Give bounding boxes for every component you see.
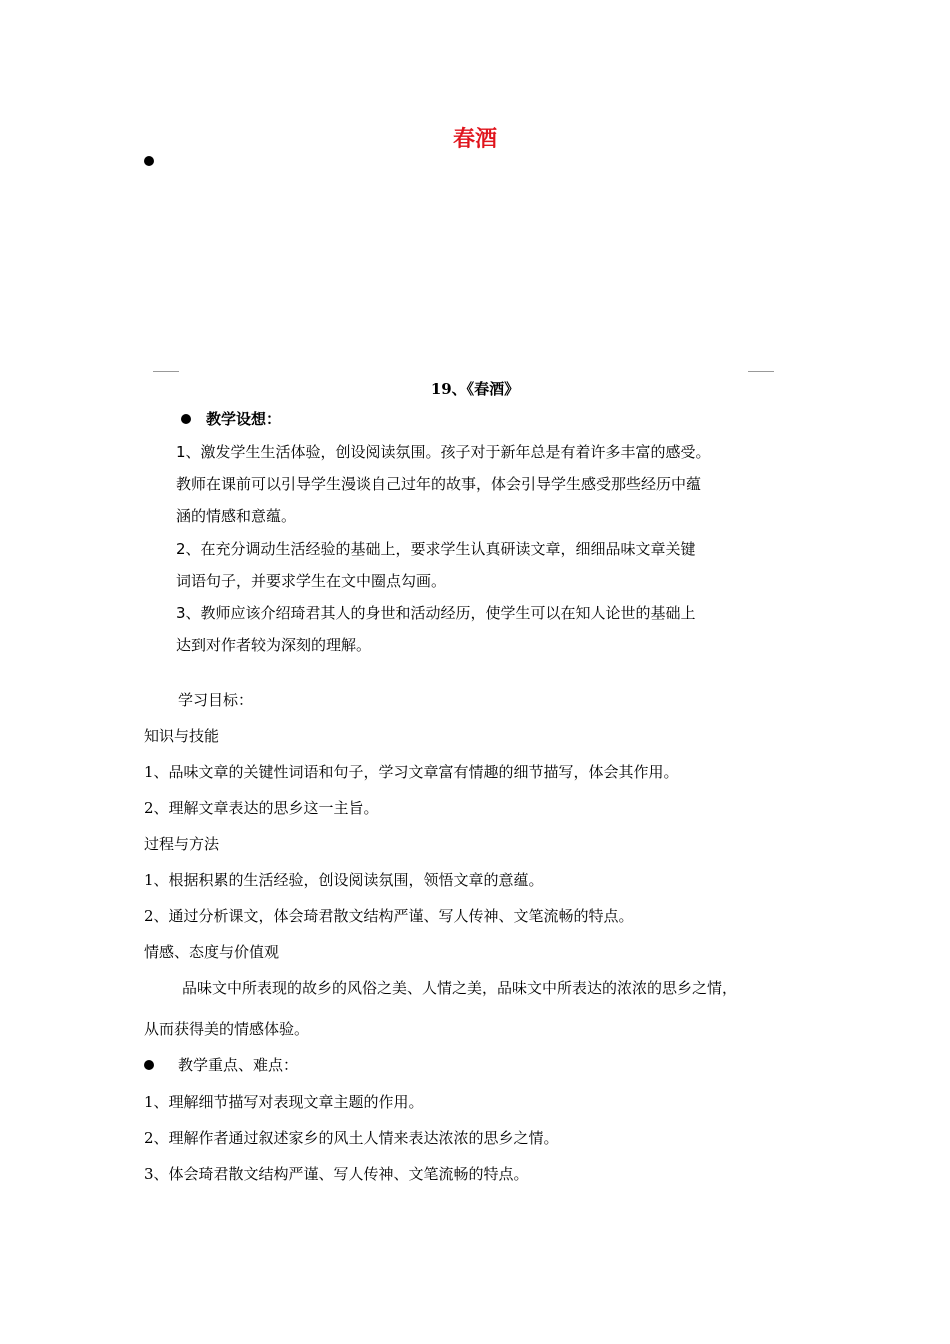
process-item: 2、通过分析课文，体会琦君散文结构严谨、写人传神、文笔流畅的特点。: [144, 907, 634, 925]
lesson-subtitle: 19、《春酒》: [430, 380, 520, 398]
bullet-icon: [181, 414, 191, 424]
teaching-idea-line: 词语句子，并要求学生在文中圈点勾画。: [176, 572, 447, 590]
emotion-line: 从而获得美的情感体验。: [144, 1020, 310, 1038]
divider-right: [748, 371, 774, 372]
knowledge-heading: 知识与技能: [144, 727, 220, 745]
key-points-heading: 教学重点、难点：: [178, 1056, 299, 1074]
divider-left: [153, 371, 179, 372]
teaching-idea-line: 达到对作者较为深刻的理解。: [176, 636, 372, 654]
teaching-idea-heading: 教学设想：: [206, 410, 282, 428]
key-point-item: 3、体会琦君散文结构严谨、写人传神、文笔流畅的特点。: [144, 1165, 529, 1183]
bullet-icon: [144, 1060, 154, 1070]
knowledge-item: 2、理解文章表达的思乡这一主旨。: [144, 799, 379, 817]
teaching-idea-line: 教师在课前可以引导学生漫谈自己过年的故事，体会引导学生感受那些经历中蕴: [176, 475, 702, 493]
bullet-icon: [144, 156, 154, 166]
teaching-idea-line: 涵的情感和意蕴。: [176, 507, 297, 525]
key-point-item: 2、理解作者通过叙述家乡的风土人情来表达浓浓的思乡之情。: [144, 1129, 559, 1147]
emotion-heading: 情感、态度与价值观: [144, 943, 280, 961]
teaching-idea-line: 1、激发学生生活体验，创设阅读氛围。孩子对于新年总是有着许多丰富的感受。: [176, 443, 711, 461]
emotion-line: 品味文中所表现的故乡的风俗之美、人情之美，品味文中所表达的浓浓的思乡之情，: [182, 979, 738, 997]
knowledge-item: 1、品味文章的关键性词语和句子，学习文章富有情趣的细节描写，体会其作用。: [144, 763, 679, 781]
teaching-idea-line: 2、在充分调动生活经验的基础上，要求学生认真研读文章，细细品味文章关键: [176, 540, 696, 558]
teaching-idea-line: 3、教师应该介绍琦君其人的身世和活动经历，使学生可以在知人论世的基础上: [176, 604, 696, 622]
process-heading: 过程与方法: [144, 835, 220, 853]
process-item: 1、根据积累的生活经验，创设阅读氛围，领悟文章的意蕴。: [144, 871, 544, 889]
key-point-item: 1、理解细节描写对表现文章主题的作用。: [144, 1093, 424, 1111]
goals-heading: 学习目标：: [178, 691, 254, 709]
document-title: 春酒: [452, 126, 497, 152]
